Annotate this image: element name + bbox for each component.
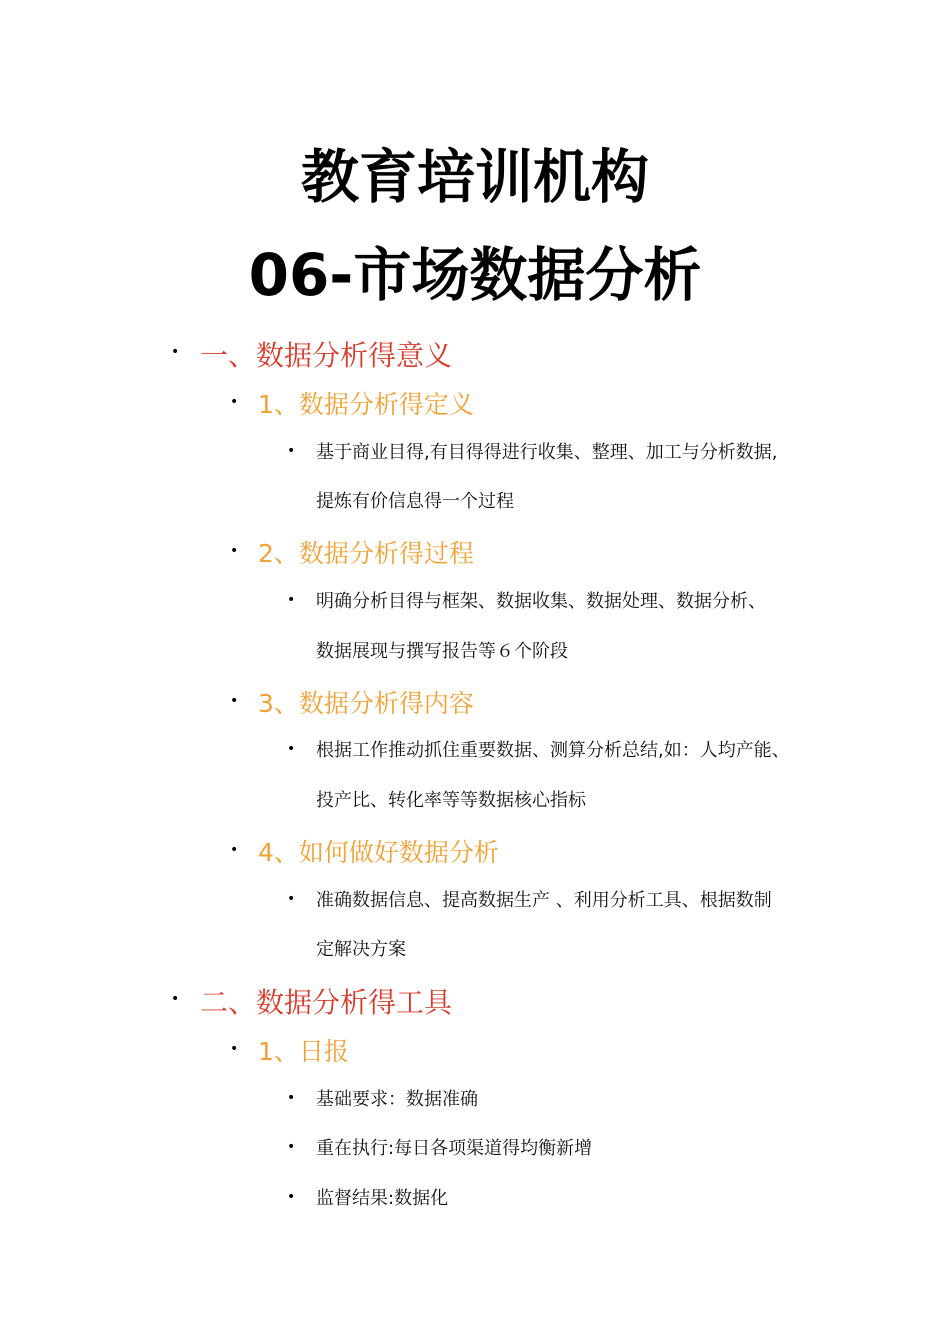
bullet-dot: • [230,1041,239,1057]
bullet-dot: • [287,741,296,757]
bullet-dot: • [230,394,239,410]
bullet-dot: • [287,443,296,459]
subsection-heading: 2、数据分析得过程 [258,539,474,568]
list-item-text: 监督结果:数据化 [316,1188,449,1209]
list-item-text: 准确数据信息、提高数据生产 、利用分析工具、根据数制 [316,890,772,911]
bullet-dot: • [230,842,239,858]
section-heading: 二、数据分析得工具 [200,986,453,1019]
list-item-text: 提炼有价信息得一个过程 [316,491,514,512]
list-item-text: 根据工作推动抓住重要数据、测算分析总结,如：人均产能、 [316,740,790,761]
list-item-text: 基础要求：数据准确 [316,1089,478,1110]
subsection-heading: 3、数据分析得内容 [258,689,474,718]
bullet-dot: • [230,693,239,709]
list-item-text: 明确分析目得与框架、数据收集、数据处理、数据分析、 [316,591,766,612]
list-item-text: 投产比、转化率等等数据核心指标 [316,790,586,811]
bullet-dot: • [287,891,296,907]
list-item-text: 定解决方案 [316,939,406,960]
document-subtitle: 06-市场数据分析 [248,241,702,309]
bullet-dot: • [287,1189,296,1205]
bullet-dot: • [287,1139,296,1155]
document-title: 教育培训机构 [300,143,649,211]
bullet-dot: • [287,592,296,608]
list-item-text: 基于商业目得,有目得得进行收集、整理、加工与分析数据, [316,442,778,463]
bullet-dot: • [287,1090,296,1106]
section-heading: 一、数据分析得意义 [200,339,453,372]
bullet-dot: • [171,991,180,1007]
bullet-dot: • [171,344,180,360]
bullet-dot: • [230,543,239,559]
subsection-heading: 4、如何做好数据分析 [258,838,499,867]
list-item-text: 重在执行:每日各项渠道得均衡新增 [316,1138,593,1159]
list-item-text: 数据展现与撰写报告等６个阶段 [316,641,568,662]
subsection-heading: 1、日报 [258,1037,349,1066]
subsection-heading: 1、数据分析得定义 [258,390,474,419]
